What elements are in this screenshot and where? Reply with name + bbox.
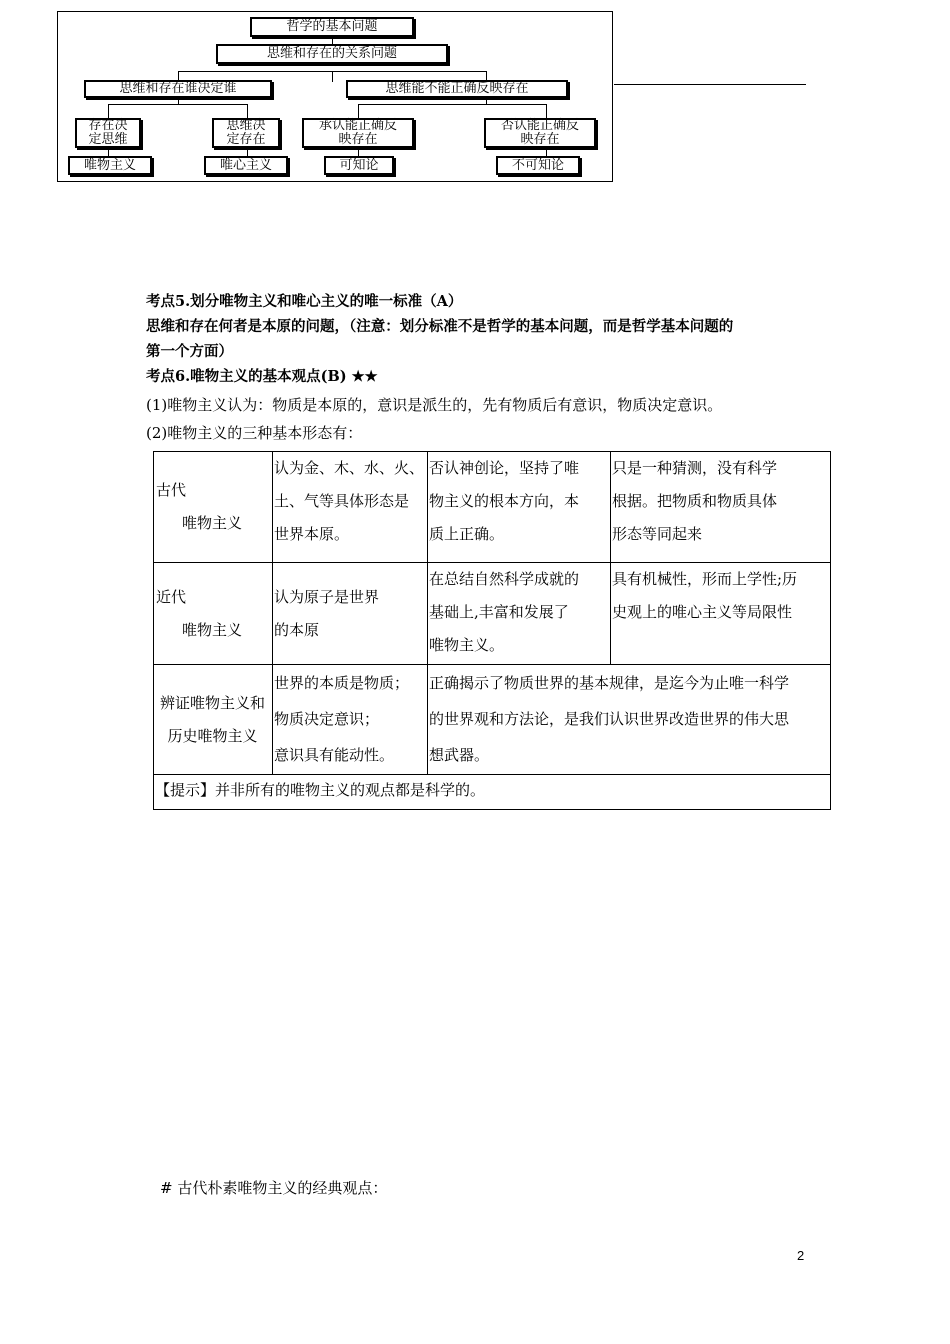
point5-title: 考点5.划分唯物主义和唯心主义的唯一标准（A） [146, 293, 463, 310]
connector-line [178, 71, 486, 72]
cell-line: 否认神创论，坚持了唯 [429, 459, 580, 477]
page-number: 2 [797, 1248, 805, 1263]
row-name-line2: 历史唯物主义 [167, 726, 258, 745]
cell-line: 的世界观和方法论，是我们认识世界改造世界的伟大思 [429, 710, 790, 728]
connector-line [108, 104, 109, 118]
diagram-result-box: 唯心主义 [204, 156, 288, 175]
connector-line [332, 72, 333, 82]
diagram-level1-box: 思维和存在的关系问题 [216, 44, 448, 64]
table-cell-view [273, 665, 428, 775]
row-name-line1: 辨证唯物主义和 [159, 693, 265, 712]
point6-title: 考点6.唯物主义的基本观点(B) ★★ [146, 368, 378, 385]
connector-line [247, 104, 248, 118]
cell-line: 根据。把物质和物质具体 [612, 492, 778, 510]
cell-line: 意识具有能动性。 [274, 746, 395, 764]
cell-line: 正确揭示了物质世界的基本规律，是迄今为止唯一科学 [429, 674, 790, 692]
table-cell-name [154, 665, 273, 775]
table-cell-view [273, 452, 428, 563]
cell-line: 认为金、木、水、火、 [274, 459, 425, 477]
table-cell-name [154, 452, 273, 563]
cell-line: 认为原子是世界 [274, 587, 380, 606]
table-cell-merit [428, 563, 611, 665]
table-cell-name [154, 563, 273, 665]
diagram-right-branch-box: 思维能不能正确反映存在 [346, 80, 568, 98]
cell-line: 的本原 [274, 620, 320, 639]
classic-views-heading: # 古代朴素唯物主义的经典观点： [160, 1179, 388, 1197]
cell-line: 具有机械性，形而上学性;历 [612, 570, 798, 588]
cell-line: 只是一种猜测，没有科学 [612, 459, 778, 477]
table-row [154, 563, 831, 665]
cell-line: 基础上,丰富和发展了 [429, 603, 569, 621]
table-cell-limit [611, 452, 831, 563]
point5-body-line2: 第一个方面） [146, 343, 233, 360]
cell-line: 形态等同起来 [612, 525, 703, 543]
diagram-left-branch-box: 思维和存在谁决定谁 [84, 80, 272, 98]
point5-body-line1: 思维和存在何者是本原的问题，（注意：划分标准不是哲学的基本问题，而是哲学基本问题的 [146, 318, 734, 335]
cell-line: 物质决定意识； [274, 710, 380, 728]
table-tip: 【提示】并非所有的唯物主义的观点都是科学的。 [154, 775, 831, 810]
connector-line [546, 104, 547, 118]
cell-line: 世界的本质是物质； [274, 674, 410, 692]
table-cell-merit [428, 452, 611, 563]
row-name-line2: 唯物主义 [182, 514, 243, 532]
philosophy-basic-question-diagram [57, 11, 613, 182]
cell-line: 质上正确。 [429, 525, 505, 543]
diagram-leaf-box: 承认能正确反映存在 [302, 118, 414, 148]
table-cell-view [273, 563, 428, 665]
horizontal-rule [614, 84, 806, 85]
cell-line: 世界本原。 [274, 525, 350, 543]
table-cell-merit [428, 665, 831, 775]
diagram-root-box: 哲学的基本问题 [250, 17, 414, 37]
diagram-result-box: 唯物主义 [68, 156, 152, 175]
cell-line: 在总结自然科学成就的 [429, 570, 580, 588]
table-cell-limit [611, 563, 831, 665]
cell-line: 物主义的根本方向，本 [429, 492, 580, 510]
row-name-line1: 近代 [156, 587, 187, 606]
diagram-leaf-box: 否认能正确反映存在 [484, 118, 596, 148]
row-name-line1: 古代 [156, 481, 187, 499]
point6-item2: (2)唯物主义的三种基本形态有： [146, 424, 363, 442]
table-row [154, 452, 831, 563]
diagram-result-box: 不可知论 [496, 156, 580, 175]
row-name-line2: 唯物主义 [182, 620, 243, 639]
cell-line: 想武器。 [429, 746, 490, 764]
connector-line [108, 104, 247, 105]
point6-item1: (1)唯物主义认为：物质是本原的，意识是派生的，先有物质后有意识，物质决定意识。 [146, 396, 723, 414]
connector-line [358, 104, 359, 118]
diagram-result-box: 可知论 [324, 156, 394, 175]
materialism-forms-table [153, 451, 831, 810]
diagram-leaf-box: 思维决定存在 [212, 118, 280, 148]
diagram-leaf-box: 存在决定思维 [75, 118, 141, 148]
cell-line: 史观上的唯心主义等局限性 [612, 603, 793, 621]
connector-line [358, 104, 546, 105]
table-row [154, 665, 831, 775]
table-row [154, 775, 831, 810]
cell-line: 土、气等具体形态是 [274, 492, 410, 510]
cell-line: 唯物主义。 [429, 636, 505, 654]
